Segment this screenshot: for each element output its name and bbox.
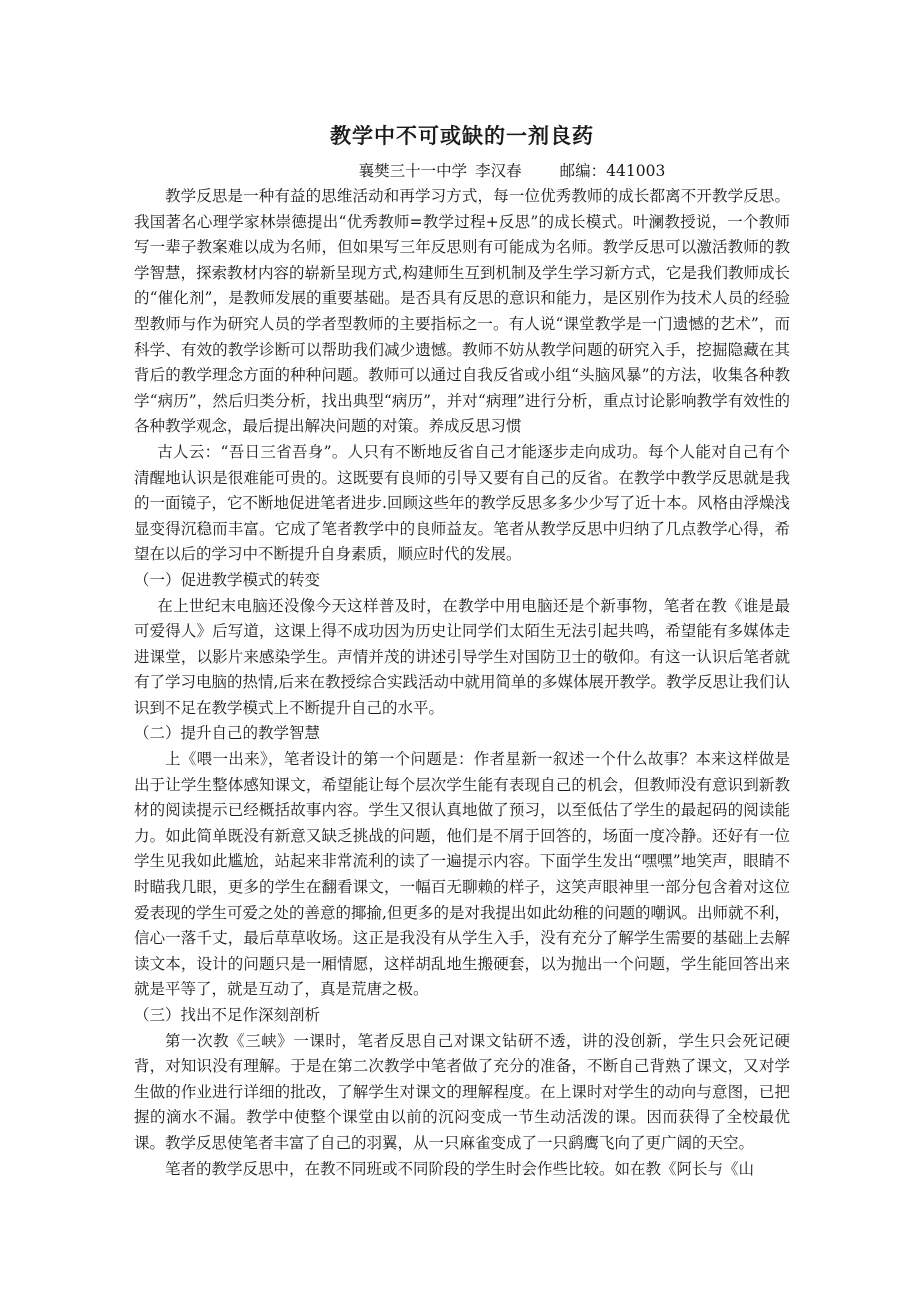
paragraph-section-2: 上《喂一出来》，笔者设计的第一个问题是：作者星新一叙述一个什么故事？本来这样做是出于让学生整体感知课文，希望能让每个层次学生能有表现自己的机会，但教师没有意识到新教材的阅读提示已经概括故事内容。学生又很认真地做了预习，以至低估了学生的最起码的阅读能力。如此简单既没有新意又缺乏挑战的问题，他们是不屑于回答的，场面一度冷静。还好有一位学生见我如此尴尬，站起来非常流利的读了一遍提示内容。下面学生发出“嘿嘿”地笑声，眼睛不时瞄我几眼，更多的学生在翻看课文，一幅百无聊赖的样子，这笑声眼神里一部分包含着对这位爱表现的学生可爱之处的善意的揶揄,但更多的是对我提出如此幼稚的问题的嘲讽。出师就不利，信心一落千丈，最后草草收场。这正是我没有从学生入手，没有充分了解学生需要的基础上去解读文本，设计的问题只是一厢情愿，这样胡乱地生搬硬套，以为抛出一个问题，学生能回答出来就是平等了，就是互动了，真是荒唐之极。 [134,750,790,999]
paragraph-ancient-saying: 古人云：“吾日三省吾身”。人只有不断地反省自己才能逐步走向成功。每个人能对自己有个清醒地认识是很难能可贵的。这既要有良师的引导又要有自己的反省。在教学中教学反思就是我的一面镜子，它不断地促进笔者进步.回顾这些年的教学反思多多少少写了近十本。风格由浮燥浅显变得沉稳而丰富。它成了笔者教学中的良师益友。笔者从教学反思中归纳了几点教学心得，希望在以后的学习中不断提升自身素质，顺应时代的发展。 [134,442,790,564]
paragraph-section-3: 第一次教《三峡》一课时，笔者反思自己对课文钻研不透，讲的没创新，学生只会死记硬背，对知识没有理解。于是在第二次教学中笔者做了充分的准备，不断自己背熟了课文，又对学生做的作业进行详细的批改，了解学生对课文的理解程度。在上课时对学生的动向与意图，已把握的滴水不漏。教学中使整个课堂由以前的沉闷变成一节生动活泼的课。因而获得了全校最优课。教学反思使笔者丰富了自己的羽翼，从一只麻雀变成了一只鹞鹰飞向了更广阔的天空。 [134,1031,790,1152]
document-title: 教学中不可或缺的一剂良药 [330,124,594,148]
paragraph-section-1: 在上世纪末电脑还没像今天这样普及时，在教学中用电脑还是个新事物，笔者在教《谁是最可爱得人》后写道，这课上得不成功因为历史让同学们太陌生无法引起共鸣，希望能有多媒体走进课堂，以影片来感染学生。声情并茂的讲述引导学生对国防卫士的敬仰。有这一认识后笔者就有了学习电脑的热情,后来在教授综合实践活动中就用简单的多媒体展开教学。教学反思让我们认识到不足在教学模式上不断提升自己的水平。 [134,596,790,717]
section-heading-3: （三）找出不足作深刻剖析 [134,1006,321,1024]
section-heading-1: （一）促进教学模式的转变 [134,570,321,589]
byline [134,158,790,184]
postcode: 邮编：441003 [559,162,666,180]
document-page [134,118,790,1182]
section-heading-2: （二）提升自己的教学智慧 [134,724,321,743]
paragraph-intro: 教学反思是一种有益的思维活动和再学习方式，每一位优秀教师的成长都离不开教学反思。我国著名心理学家林崇德提出“优秀教师=教学过程+反思”的成长模式。叶澜教授说，一个教师写一辈子教案难以成为名师，但如果写三年反思则有可能成为名师。教学反思可以激活教师的教学智慧，探索教材内容的崭新呈现方式,构建师生互到机制及学生学习新方式，它是我们教师成长的“催化剂”，是教师发展的重要基础。是否具有反思的意识和能力，是区别作为技术人员的经验型教师与作为研究人员的学者型教师的主要指标之一。有人说“课堂教学是一门遗憾的艺术”，而科学、有效的教学诊断可以帮助我们减少遗憾。教师不妨从教学问题的研究入手，挖掘隐藏在其背后的教学理念方面的种种问题。教师可以通过自我反省或小组“头脑风暴”的方法，收集各种教学“病历”，然后归类分析，找出典型“病历”，并对“病理”进行分析，重点讨论影响教学有效性的各种教学观念，最后提出解决问题的对策。养成反思习惯 [134,187,790,436]
paragraph-comparison: 笔者的教学反思中，在教不同班或不同阶段的学生时会作些比较。如在教《阿长与《山 [165,1159,755,1178]
author-name: 李汉春 [475,162,522,180]
school-name: 襄樊三十一中学 [358,162,468,180]
